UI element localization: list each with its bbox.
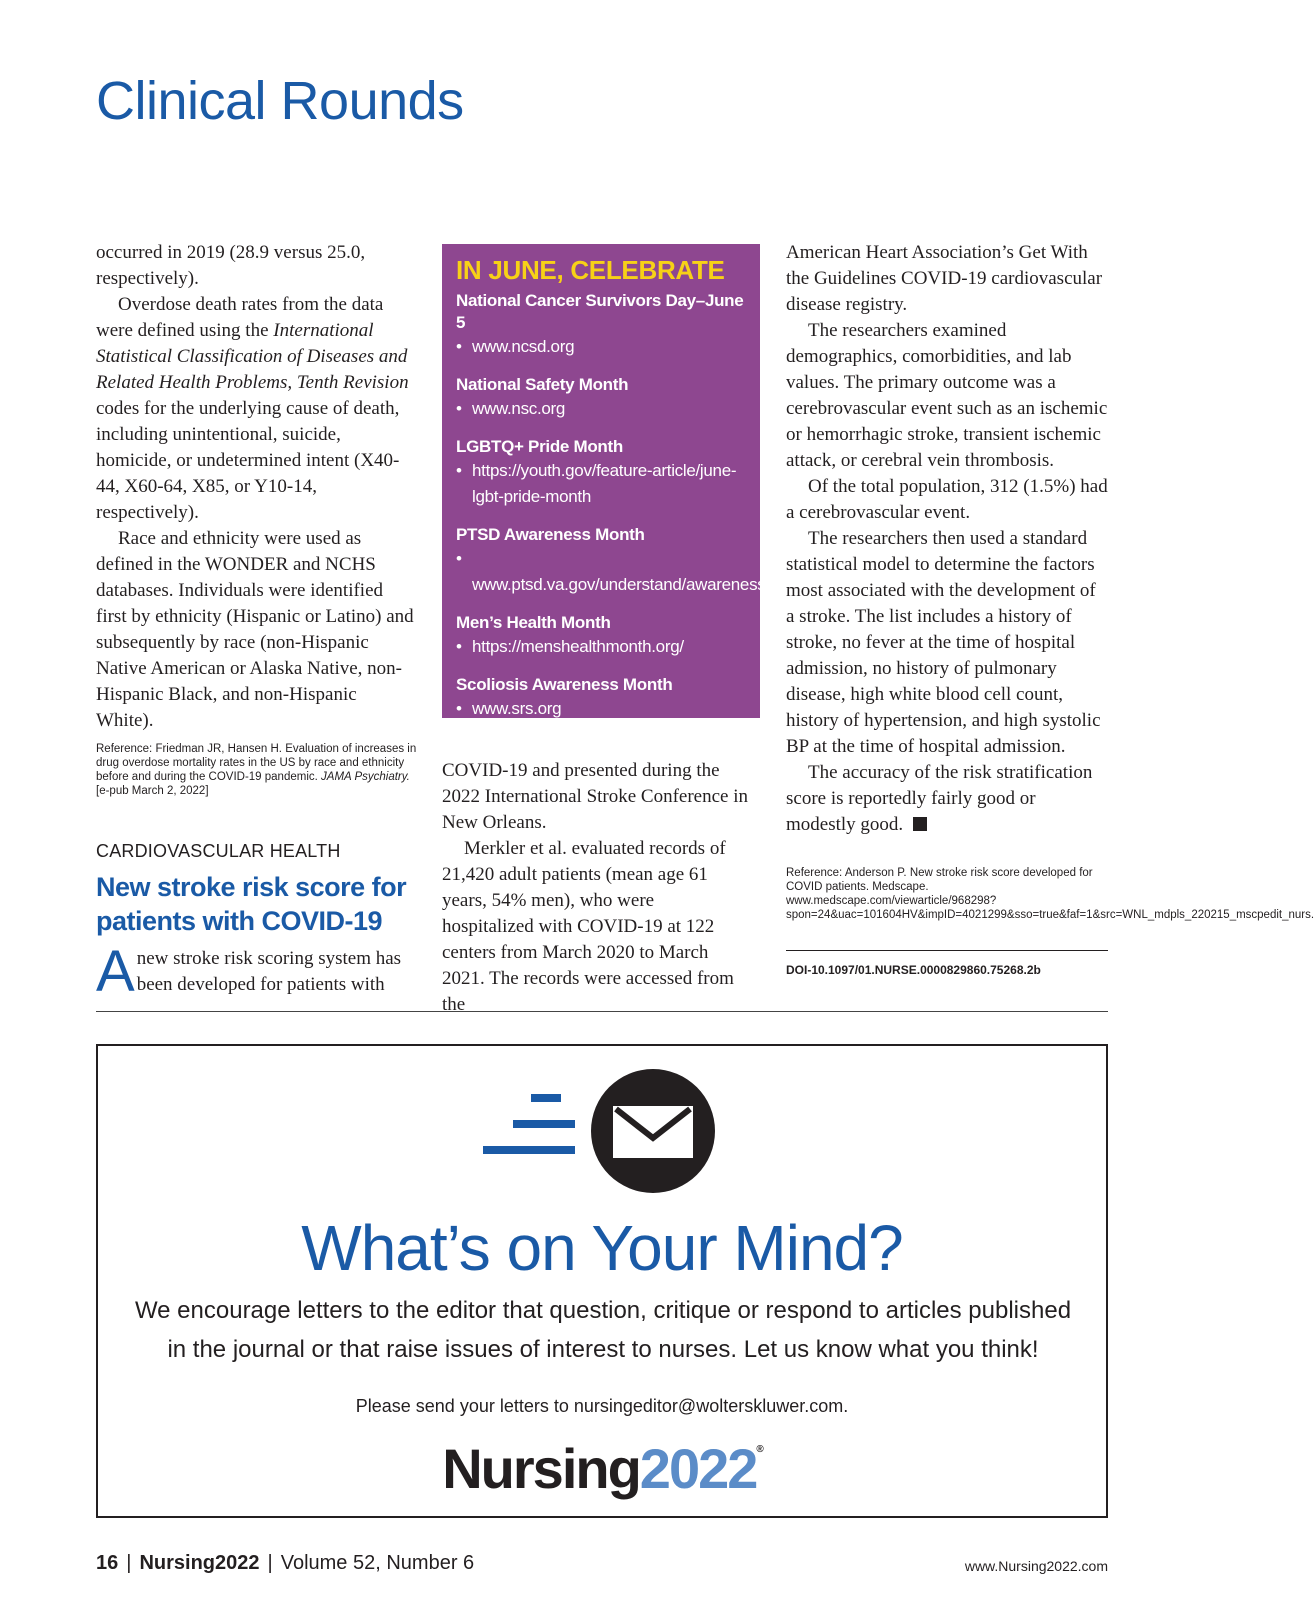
end-of-article-mark [913,817,927,831]
paragraph: COVID-19 and presented during the 2022 International Stroke Conference in New Orleans. [442,760,749,833]
event-url-text[interactable]: www.nsc.org [472,399,566,418]
drop-cap: A [96,939,135,1004]
website-link[interactable]: www.Nursing2022.com [964,1558,1108,1574]
reference-text: [e-pub March 2, 2022] [96,785,209,797]
paragraph-text: codes for the underlying cause of death, including unintentional, suicide, homicide, or undetermined intent (X40-44, X60-64, X85, or Y10-14, respectively). [96,398,400,523]
paragraph [786,760,1108,838]
event-url-text[interactable]: www.ncsd.org [472,337,575,356]
event-url[interactable] [456,634,746,660]
paragraph: The researchers examined demographics, comorbidities, and lab values. The primary outcome was a cerebrovascular event such as an ischemic or hemorrhagic stroke, transient ischemic attack, or cerebral vein thrombosis. [786,320,1108,471]
volume-info: Volume 52, Number 6 [280,1552,475,1574]
paragraph: Merkler et al. evaluated records of 21,420 adult patients (mean age 61 years, 54% men), who were hospitalized with COVID-19 at 122 centers from March 2020 to March 2021. The records were accessed from the [442,838,734,1015]
paragraph: Of the total population, 312 (1.5%) had a cerebrovascular event. [786,476,1108,523]
reference-journal: JAMA Psychiatry. [321,771,410,783]
event-name: National Safety Month [456,375,629,394]
divider [96,1011,1108,1012]
event-name: PTSD Awareness Month [456,525,645,544]
event-url-text[interactable]: https://menshealthmonth.org/ [472,637,684,656]
reference: Reference: Anderson P. New stroke risk score developed for COVID patients. Medscape. www.medscape.com/viewarticle/968298?spon=24&uac=101604HV&impID=4021299&sso=true&faf=1&src=WNL_mdpls_220215_mscpedit_nurs. [786,867,1314,921]
reference-text: Reference: Friedman JR, Hansen H. Evaluation of increases in drug overdose mortality rates in the US by race and ethnicity before and during the COVID-19 pandemic. [96,743,417,783]
event-list [456,290,770,722]
registered-mark: ® [756,1444,762,1455]
event-url[interactable] [456,334,746,360]
event-item [456,290,746,360]
paragraph: American Heart Association’s Get With the Guidelines COVID-19 cardiovascular disease registry. [786,242,1103,315]
bullet: • [456,637,462,656]
event-url-text[interactable]: www.srs.org [472,699,562,718]
event-url[interactable] [456,546,770,598]
article-kicker: CARDIOVASCULAR HEALTH [96,841,341,861]
paragraph: The researchers then used a standard statistical model to determine the factors most associated with the development of a stroke. The list includes a history of stroke, no fever at the time of hospital admission, no history of pulmonary disease, high white blood cell count, history of hypertension, and high systolic BP at the time of hospital admission. [786,528,1101,757]
nursing-logo [98,1436,1106,1501]
paragraph [96,292,418,526]
separator: | [267,1552,273,1574]
journal-name: Nursing2022 [139,1552,260,1574]
paragraph: Race and ethnicity were used as defined in the WONDER and NCHS databases. Individuals were identified first by ethnicity (Hispanic or Latino) and subsequently by race (non-Hispanic Native American or Alaska Native, non-Hispanic Black, and non-Hispanic White). [96,528,414,731]
event-item [456,374,746,422]
article-column-3 [786,240,1314,983]
june-celebrate-box [442,244,770,718]
bullet: • [456,337,462,356]
separator: | [126,1552,132,1574]
event-item [456,524,770,598]
event-url[interactable] [456,696,746,722]
event-item [456,612,746,660]
lead-paragraph [96,939,418,1004]
lead-text: new stroke risk scoring system has been developed for patients with [136,948,402,995]
bullet: • [456,699,462,718]
article-column-1 [96,240,418,1004]
mail-icon [483,1066,718,1196]
ad-send-instructions: Please send your letters to nursingeditor@wolterskluwer.com. [355,1396,849,1416]
page-number: 16 [96,1552,119,1574]
logo-year: 2022 [639,1437,757,1500]
event-url-text[interactable]: https://youth.gov/feature-article/june-lgbt-pride-month [472,461,737,506]
section-title: Clinical Rounds [96,71,464,131]
event-url[interactable] [456,458,746,510]
ad-body: We encourage letters to the editor that question, critique or respond to articles published in the journal or that raise issues of interest to nurses. Let us know what you think! [134,1297,1072,1363]
event-url-text[interactable]: www.ptsd.va.gov/understand/awareness/ [472,575,770,594]
bullet: • [456,461,462,480]
bullet: • [456,549,462,568]
letters-ad [96,1044,1108,1518]
article-headline: New stroke risk score for patients with COVID-19 [96,872,407,936]
paragraph-italic-text: International Statistical Classification of Diseases and Related Health Problems, Tenth Revision [96,320,409,393]
event-item [456,436,746,510]
event-item [456,674,746,722]
logo-word: Nursing [442,1437,640,1500]
event-name: Scoliosis Awareness Month [456,675,673,694]
event-name: Men’s Health Month [456,613,611,632]
article-column-2 [442,758,748,1018]
paragraph-text: Overdose death rates from the data were defined using the [96,294,384,341]
divider [786,950,1108,951]
event-name: LGBTQ+ Pride Month [456,437,623,456]
paragraph-text: The accuracy of the risk stratification score is reportedly fairly good or modestly good. [786,762,1093,835]
reference [96,742,418,798]
box-title: IN JUNE, CELEBRATE [456,255,725,285]
doi: DOI-10.1097/01.NURSE.0000829860.75268.2b [786,963,1041,977]
ad-title: What’s on Your Mind? [301,1212,903,1284]
paragraph: occurred in 2019 (28.9 versus 25.0, respectively). [96,242,366,289]
footer-left [96,1552,474,1575]
event-name: National Cancer Survivors Day–June 5 [456,291,744,332]
event-url[interactable] [456,396,746,422]
bullet: • [456,399,462,418]
